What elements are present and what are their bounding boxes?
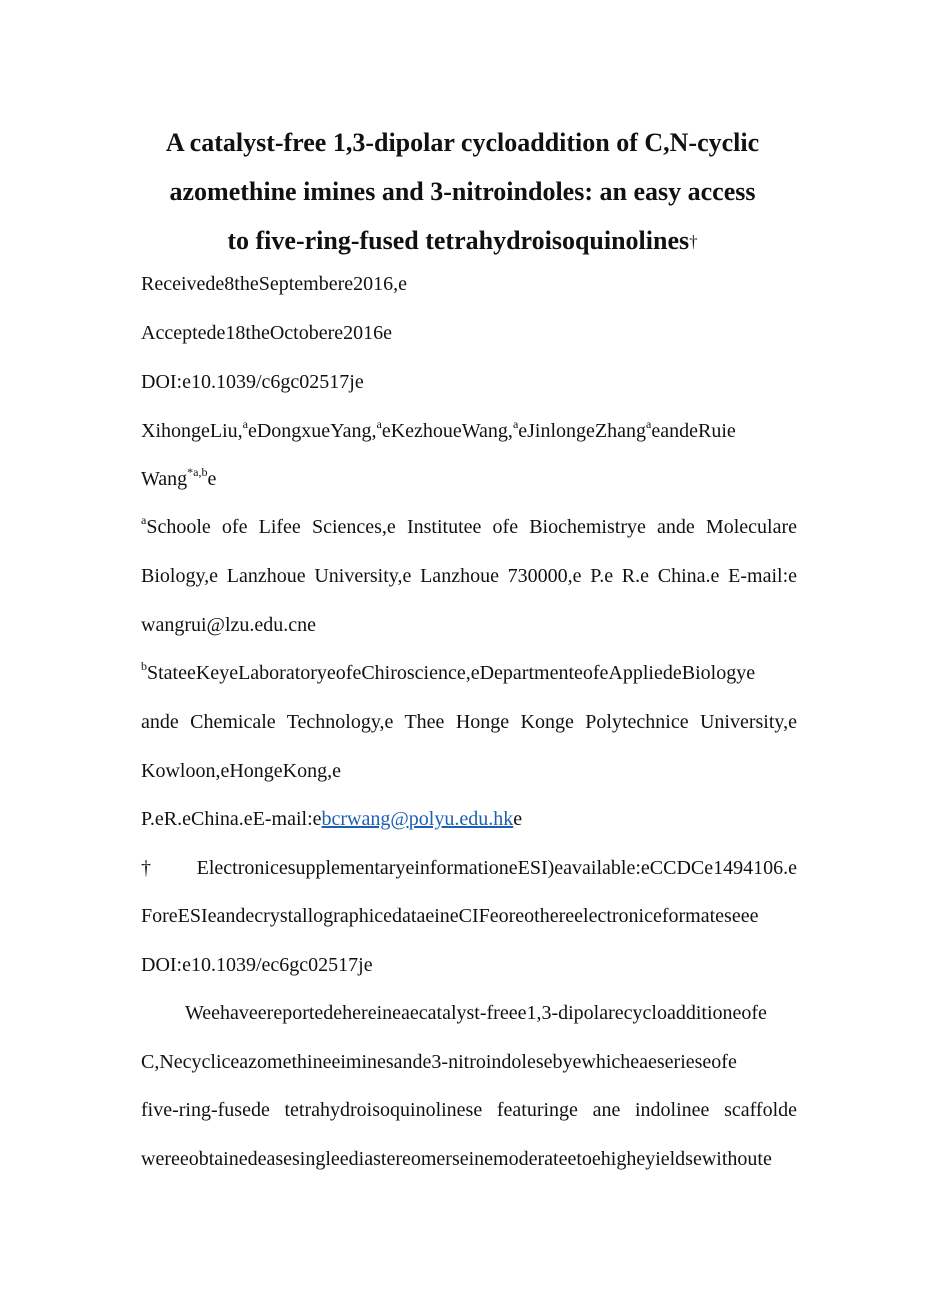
author-5-affil: *a,b bbox=[187, 466, 208, 479]
author-2: eDongxueYang, bbox=[247, 420, 377, 442]
affiliation-b-line-3: Kowloon,eHongeKong,e bbox=[141, 760, 341, 782]
affiliation-b-text-1: StateeKeyeLaboratoryeofeChiroscience,eDepartmenteofeAppliedeBiologye bbox=[147, 662, 756, 684]
author-5: Wang bbox=[141, 468, 188, 490]
affiliation-b-text-4: P.eR.eChina.eE-mail:e bbox=[141, 808, 322, 830]
received-date: Receivede8theSeptembere2016,e bbox=[141, 273, 407, 295]
author-1-affil: a bbox=[242, 418, 248, 431]
title-line-3: to five-ring-fused tetrahydroisoquinolines bbox=[227, 226, 690, 255]
author-2-affil: a bbox=[376, 418, 382, 431]
esi-line-1: †ElectronicesupplementaryeinformationeESI)eavailable:eCCDCe1494106.e bbox=[141, 857, 797, 879]
affiliation-a-marker: a bbox=[141, 514, 147, 527]
esi-line-2: ForeESIeandecrystallographicedataeineCIFeoreothereelectroniceformateseee bbox=[141, 905, 759, 927]
doi: DOI:e10.1039/c6gc02517je bbox=[141, 371, 364, 393]
paper-title bbox=[100, 118, 825, 266]
author-4-affil: a bbox=[646, 418, 652, 431]
author-list-line-2 bbox=[141, 466, 797, 492]
esi-line-3: DOI:e10.1039/ec6gc02517je bbox=[141, 954, 373, 976]
affiliation-b-line-1 bbox=[141, 660, 797, 686]
abstract-line-4: wereeobtainedeasesingleediastereomerseinemoderateetoehigheyieldsewithoute bbox=[141, 1148, 772, 1170]
email-link[interactable]: bcrwang@polyu.edu.hk bbox=[321, 808, 514, 830]
title-line-1: A catalyst-free 1,3-dipolar cycloaddition of C,N-cyclic bbox=[165, 128, 760, 157]
author-5-tail: e bbox=[207, 468, 217, 490]
affiliation-a-line-3: wangrui@lzu.edu.cne bbox=[141, 614, 317, 636]
affiliation-a-text-1: Schoole ofe Lifee Sciences,e Institutee ofe Biochemistrye ande Moleculare bbox=[146, 516, 797, 538]
accepted-date: Acceptede18theOctobere2016e bbox=[141, 322, 392, 344]
author-3-affil: a bbox=[512, 418, 519, 431]
affiliation-b-text-4-tail: e bbox=[513, 808, 523, 830]
affiliation-b-line-4 bbox=[141, 806, 797, 832]
affiliation-a-line-1 bbox=[141, 514, 797, 540]
title-dagger: † bbox=[689, 232, 698, 251]
author-4-tail: eandeRuie bbox=[651, 420, 736, 442]
author-list-line-1 bbox=[141, 418, 797, 444]
title-line-2: azomethine imines and 3-nitroindoles: an easy access bbox=[169, 177, 756, 206]
author-1: XihongeLiu, bbox=[141, 420, 243, 442]
author-4: eJinlongeZhang bbox=[518, 420, 647, 442]
affiliation-b-marker: b bbox=[141, 660, 147, 673]
abstract-line-3: five-ring-fusede tetrahydroisoquinolinese featuringe ane indolinee scaffolde bbox=[141, 1099, 797, 1121]
affiliation-b-line-2: ande Chemicale Technology,e Thee Honge Konge Polytechnice University,e bbox=[141, 711, 797, 733]
abstract-line-1: Weehaveereportedehereineaecatalyst-freee1,3-dipolarecycloadditioneofe bbox=[185, 1002, 767, 1024]
abstract-line-2: C,Necycliceazomethineeiminesande3-nitroindolesebyewhicheaeserieseofe bbox=[141, 1051, 737, 1073]
affiliation-a-line-2: Biology,e Lanzhoue University,e Lanzhoue 730000,e P.e R.e China.e E-mail:e bbox=[141, 565, 797, 587]
author-3: eKezhoueWang, bbox=[381, 420, 513, 442]
